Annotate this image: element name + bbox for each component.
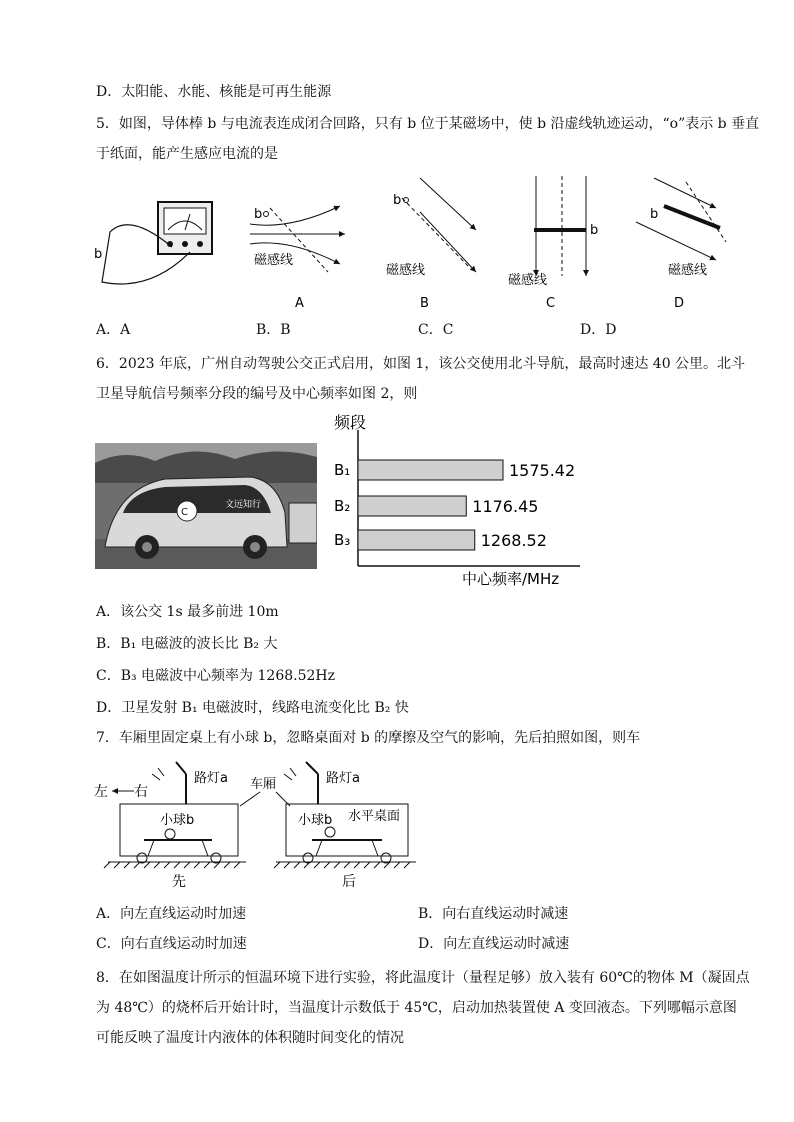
q6-stem-line2: 卫星导航信号频率分段的编号及中心频率如图 2，则 [96,386,418,402]
category-label-2: B₂ [334,497,351,515]
q7-right-label: 右 [134,784,148,800]
panel-b [386,178,476,311]
q6-option-b[interactable]: B．B₁ 电磁波的波长比 B₂ 大 [96,636,278,652]
panel-a [250,206,345,311]
panel-d [636,178,726,311]
panel-a-letter: A [295,296,304,311]
panel-c-letter: C [546,296,556,311]
q7-figure [90,758,420,892]
table-label: 水平桌面 [348,809,401,824]
q5-option-b[interactable]: B．B [256,322,291,338]
frequency-chart [330,412,590,588]
q6-option-c[interactable]: C．B₃ 电磁波中心频率为 1268.52Hz [96,668,335,684]
panel-d-letter: D [674,296,685,311]
q8-stem-line3: 可能反映了温度计内液体的体积随时间变化的情况 [96,1030,404,1046]
q4-option-d: D．太阳能、水能、核能是可再生能源 [96,84,332,100]
ammeter-icon [158,202,212,254]
lamp-label-after: 路灯a [326,771,360,786]
q6-option-a[interactable]: A．该公交 1s 最多前进 10m [96,604,279,620]
ball-label-before: 小球b [160,813,195,828]
panel-b-b: b [393,193,402,208]
svg-text:C: C [181,507,188,518]
bar-1 [358,460,503,480]
bus-photo-text: 文远知行 [225,500,262,510]
value-label-1: 1575.42 [509,461,576,480]
chart-ylabel: 频段 [334,413,367,432]
after-label: 后 [342,874,356,890]
panel-b-letter: B [420,296,429,311]
category-label-1: B₁ [334,461,351,479]
value-label-2: 1176.45 [472,497,539,516]
ball-label-after: 小球b [298,813,333,828]
q7-carriage-label: 车厢 [250,777,277,792]
panel-c-b: b [590,223,599,238]
panel-c [508,176,598,311]
q7-option-a[interactable]: A．向左直线运动时加速 [96,906,247,922]
q7-option-c[interactable]: C．向右直线运动时加速 [96,936,247,952]
q5-option-d[interactable]: D．D [580,322,617,338]
q5-option-c[interactable]: C．C [418,322,454,338]
q6-stem-line1: 6．2023 年底，广州自动驾驶公交正式启用，如图 1，该公交使用北斗导航，最高时速达 40 公里。北斗 [96,356,746,372]
carriage-after [274,762,416,890]
q5-stem-line2: 于纸面，能产生感应电流的是 [96,146,278,162]
panel-a-field-label: 磁感线 [254,253,294,268]
category-label-3: B₃ [334,531,351,549]
panel-a-b: b [254,207,263,222]
value-label-3: 1268.52 [480,531,547,550]
panel-c-field-label: 磁感线 [508,273,548,288]
panel-d-field-label: 磁感线 [668,263,708,278]
before-label: 先 [172,874,186,890]
q6-option-d[interactable]: D．卫星发射 B₁ 电磁波时，线路电流变化比 B₂ 快 [96,700,409,716]
q5-rod-label: b [94,247,103,262]
bar-2 [358,496,466,516]
q7-option-b[interactable]: B．向右直线运动时减速 [418,906,569,922]
q7-option-d[interactable]: D．向左直线运动时减速 [418,936,570,952]
panel-b-field-label: 磁感线 [386,263,426,278]
q5-option-a[interactable]: A．A [96,322,131,338]
q5-stem-line1: 5．如图，导体棒 b 与电流表连成闭合回路，只有 b 位于某磁场中，使 b 沿虚线轨迹运动，“o”表示 b 垂直 [96,116,760,132]
q7-left-label: 左 [94,784,108,800]
panel-d-b: b [650,207,659,222]
bus-photo [95,443,317,569]
carriage-before [104,762,246,890]
q5-figure [90,172,730,312]
chart-xlabel: 中心频率/MHz [462,570,560,588]
q8-stem-line1: 8．在如图温度计所示的恒温环境下进行实验，将此温度计（量程足够）放入装有 60℃的物体 M（凝固点 [96,970,750,986]
q8-stem-line2: 为 48℃）的烧杯后开始计时，当温度计示数低于 45℃，启动加热装置使 A 变回液态。下列哪幅示意图 [96,1000,737,1016]
bar-3 [358,530,475,550]
q7-stem: 7．车厢里固定桌上有小球 b，忽略桌面对 b 的摩擦及空气的影响，先后拍照如图，则车 [96,730,641,746]
lamp-label-before: 路灯a [194,771,228,786]
